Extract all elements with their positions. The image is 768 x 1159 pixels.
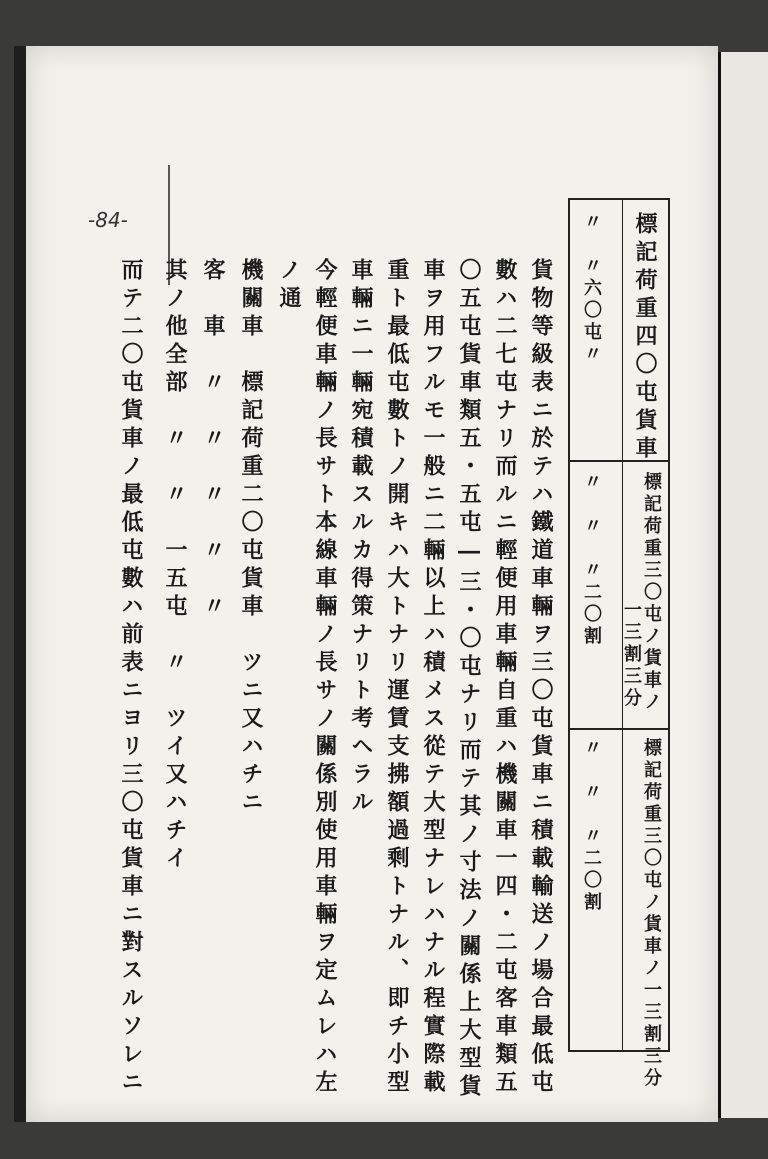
body-column-5: 重ト最低屯數トノ開キハ大トナリ運賃支拂額過剩トナル、即チ小型 bbox=[384, 258, 410, 1098]
next-page-edge bbox=[718, 52, 768, 1118]
body-column-10: 客 車 〃 〃 〃 〃 〃 bbox=[200, 258, 226, 622]
table-header-1: 標記荷重四〇屯貨車 bbox=[632, 212, 658, 464]
body-column-6: 車輛ニ一輛宛積載スルカ得策ナリト考ヘラル bbox=[348, 258, 374, 818]
body-column-7: 今輕便車輛ノ長サト本線車輛ノ長サノ關係別使用車輛ヲ定ムレハ左 bbox=[312, 258, 338, 1098]
body-column-8: ノ通 bbox=[276, 258, 302, 314]
book-spine-edge bbox=[14, 46, 26, 1122]
table-right-border bbox=[668, 198, 670, 1052]
table-header-2-line1: 標記荷重三〇屯ノ貨車ノ bbox=[641, 472, 662, 714]
table-cell-3: 〃 〃 〃二〇割 bbox=[581, 738, 602, 914]
body-column-1: 貨物等級表ニ於テハ鐵道車輛ヲ三〇屯貨車ニ積載輸送ノ場合最低屯 bbox=[528, 258, 554, 1098]
page-number: -84- bbox=[88, 208, 128, 232]
table-cell-2: 〃 〃 〃二〇割 bbox=[581, 472, 602, 648]
body-column-11: 其ノ他全部 〃 〃 一五屯 〃 ツイ又ハチイ bbox=[162, 258, 188, 874]
table-top-border bbox=[568, 198, 668, 200]
table-cell-1: 〃 〃六〇屯〃 bbox=[581, 212, 602, 366]
table-left-border bbox=[568, 198, 570, 1052]
body-column-2: 數ハ二七屯ナリ而ルニ輕便用車輛自重ハ機關車一四・二屯客車類五 bbox=[492, 258, 518, 1098]
body-column-3: 〇五屯貨車類五・五屯―三・〇屯ナリ而テ其ノ寸法ノ關係上大型貨 bbox=[456, 258, 482, 1102]
table-header-2-line2: 一三割三分 bbox=[621, 600, 642, 710]
body-column-12: 而テ二〇屯貨車ノ最低屯數ハ前表ニヨリ三〇屯貨車ニ對スルソレニ bbox=[118, 258, 144, 1098]
table-row-divider-2 bbox=[568, 728, 668, 730]
table-header-3: 標記荷重三〇屯ノ貨車ノ一三割三分 bbox=[641, 738, 662, 1090]
body-column-4: 車ヲ用フルモ一般ニ二輛以上ハ積メス從テ大型ナレハナル程實際載 bbox=[420, 258, 446, 1098]
body-column-9: 機關車 標記荷重二〇屯貨車 ツニ又ハチニ bbox=[238, 258, 264, 818]
